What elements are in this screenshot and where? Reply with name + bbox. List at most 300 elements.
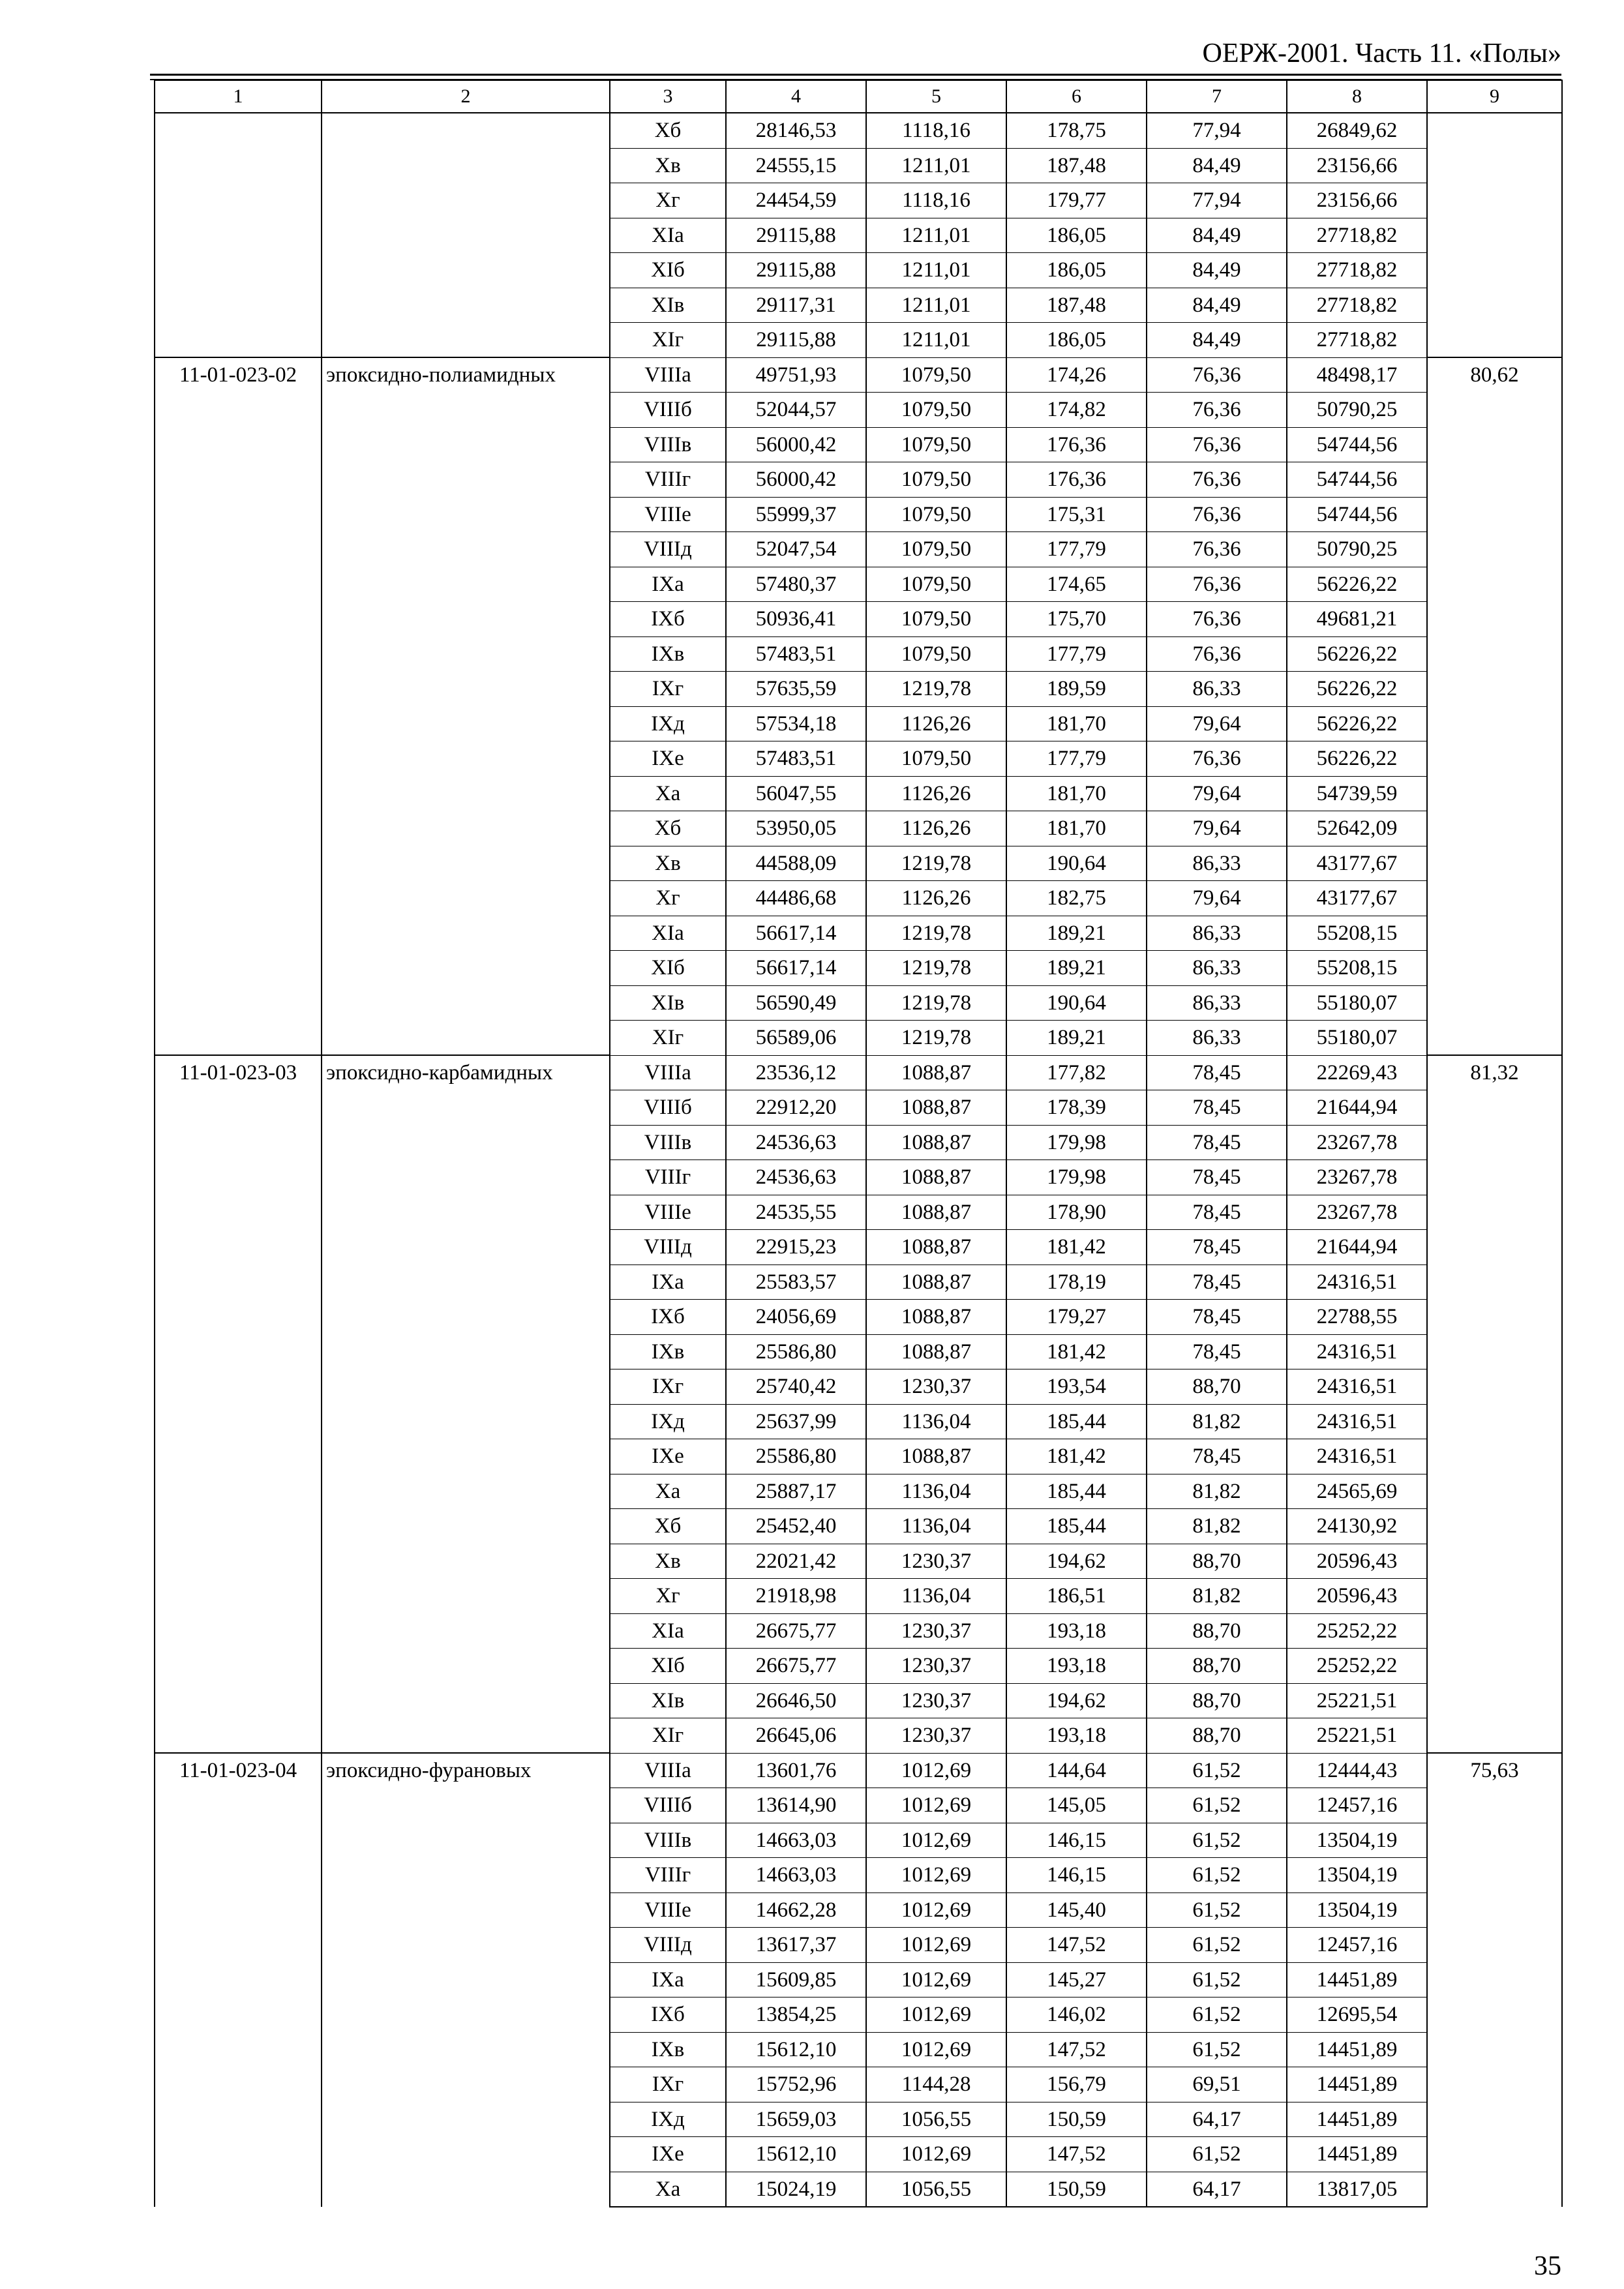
category-cell: XIб	[610, 951, 726, 986]
value-cell-6: 147,52	[1006, 1928, 1147, 1963]
column-number: 2	[322, 80, 610, 113]
document-header: ОЕРЖ-2001. Часть 11. «Полы»	[1202, 38, 1561, 68]
category-cell: VIIIб	[610, 1788, 726, 1823]
category-cell: Xг	[610, 183, 726, 218]
value-cell-5: 1230,37	[866, 1718, 1006, 1754]
value-cell-7: 78,45	[1147, 1090, 1287, 1126]
value-cell-7: 76,36	[1147, 497, 1287, 532]
table-row	[155, 357, 1562, 393]
category-cell: VIIIа	[610, 357, 726, 393]
value-cell-5: 1012,69	[866, 2137, 1006, 2172]
value-cell-7: 84,49	[1147, 253, 1287, 288]
value-cell-7: 88,70	[1147, 1649, 1287, 1684]
value-cell-7: 61,52	[1147, 1928, 1287, 1963]
value-cell-5: 1012,69	[866, 1788, 1006, 1823]
value-cell-4: 57483,51	[726, 741, 866, 777]
rate-code: 11-01-023-03	[155, 1055, 322, 1753]
value-cell-7: 69,51	[1147, 2067, 1287, 2102]
value-cell-4: 15612,10	[726, 2137, 866, 2172]
value-cell-8: 54744,56	[1287, 427, 1427, 462]
value-cell-7: 84,49	[1147, 323, 1287, 358]
value-cell-4: 29115,88	[726, 218, 866, 253]
category-cell: VIIIе	[610, 1195, 726, 1230]
value-cell-4: 28146,53	[726, 113, 866, 148]
value-cell-5: 1012,69	[866, 2032, 1006, 2067]
value-cell-6: 186,05	[1006, 323, 1147, 358]
rate-code: 11-01-023-04	[155, 1753, 322, 2207]
value-cell-7: 78,45	[1147, 1300, 1287, 1335]
value-cell-6: 176,36	[1006, 462, 1147, 498]
category-cell: IXв	[610, 636, 726, 672]
category-cell: IXб	[610, 602, 726, 637]
value-cell-7: 78,45	[1147, 1334, 1287, 1369]
value-cell-4: 57480,37	[726, 567, 866, 602]
rate-code	[155, 113, 322, 357]
value-cell-4: 24555,15	[726, 148, 866, 183]
column-number: 5	[866, 80, 1006, 113]
value-cell-6: 146,15	[1006, 1858, 1147, 1893]
category-cell: IXд	[610, 2102, 726, 2137]
value-cell-4: 25637,99	[726, 1404, 866, 1439]
value-cell-4: 25586,80	[726, 1334, 866, 1369]
value-cell-8: 56226,22	[1287, 567, 1427, 602]
value-cell-7: 79,64	[1147, 706, 1287, 741]
value-cell-6: 177,79	[1006, 636, 1147, 672]
value-cell-8: 52642,09	[1287, 811, 1427, 846]
value-cell-5: 1088,87	[866, 1230, 1006, 1265]
value-cell-5: 1012,69	[866, 1858, 1006, 1893]
category-cell: IXа	[610, 1264, 726, 1300]
value-cell-7: 81,82	[1147, 1474, 1287, 1509]
value-cell-4: 56590,49	[726, 985, 866, 1021]
value-cell-7: 86,33	[1147, 916, 1287, 951]
category-cell: Xб	[610, 811, 726, 846]
value-cell-7: 64,17	[1147, 2102, 1287, 2137]
category-cell: XIб	[610, 1649, 726, 1684]
category-cell: XIб	[610, 253, 726, 288]
category-cell: IXг	[610, 1369, 726, 1405]
value-cell-6: 194,62	[1006, 1544, 1147, 1579]
value-cell-4: 23536,12	[726, 1055, 866, 1090]
value-cell-6: 193,18	[1006, 1613, 1147, 1649]
value-cell-5: 1079,50	[866, 602, 1006, 637]
category-cell: Xб	[610, 113, 726, 148]
category-cell: VIIIв	[610, 427, 726, 462]
value-cell-7: 61,52	[1147, 1893, 1287, 1928]
value-cell-4: 24454,59	[726, 183, 866, 218]
page-number: 35	[1534, 2251, 1561, 2281]
value-cell-4: 53950,05	[726, 811, 866, 846]
category-cell: VIIIб	[610, 1090, 726, 1126]
value-cell-5: 1012,69	[866, 1823, 1006, 1858]
value-cell-6: 190,64	[1006, 846, 1147, 881]
value-cell-8: 14451,89	[1287, 2032, 1427, 2067]
category-cell: IXд	[610, 1404, 726, 1439]
value-cell-7: 61,52	[1147, 1858, 1287, 1893]
value-cell-8: 23156,66	[1287, 183, 1427, 218]
category-cell: IXе	[610, 1439, 726, 1474]
value-cell-5: 1219,78	[866, 1021, 1006, 1056]
work-name: эпоксидно-фурановых	[322, 1753, 610, 2207]
value-cell-8: 14451,89	[1287, 2067, 1427, 2102]
value-cell-5: 1056,55	[866, 2102, 1006, 2137]
value-cell-5: 1211,01	[866, 288, 1006, 323]
value-cell-8: 13504,19	[1287, 1858, 1427, 1893]
value-cell-8: 25221,51	[1287, 1683, 1427, 1718]
value-cell-5: 1219,78	[866, 985, 1006, 1021]
value-cell-8: 49681,21	[1287, 602, 1427, 637]
value-cell-6: 147,52	[1006, 2032, 1147, 2067]
category-cell: VIIIг	[610, 1858, 726, 1893]
value-cell-5: 1230,37	[866, 1544, 1006, 1579]
value-cell-6: 177,79	[1006, 741, 1147, 777]
value-cell-8: 24316,51	[1287, 1264, 1427, 1300]
value-cell-6: 174,65	[1006, 567, 1147, 602]
value-cell-7: 78,45	[1147, 1125, 1287, 1160]
category-cell: Xб	[610, 1509, 726, 1544]
value-cell-6: 147,52	[1006, 2137, 1147, 2172]
category-cell: XIа	[610, 916, 726, 951]
value-cell-6: 179,77	[1006, 183, 1147, 218]
value-cell-7: 61,52	[1147, 1823, 1287, 1858]
value-cell-6: 145,40	[1006, 1893, 1147, 1928]
value-cell-7: 78,45	[1147, 1160, 1287, 1195]
value-cell-6: 185,44	[1006, 1404, 1147, 1439]
column-number: 6	[1006, 80, 1147, 113]
column-number: 4	[726, 80, 866, 113]
value-cell-5: 1079,50	[866, 567, 1006, 602]
value-cell-6: 181,42	[1006, 1334, 1147, 1369]
value-cell-7: 76,36	[1147, 741, 1287, 777]
value-cell-6: 194,62	[1006, 1683, 1147, 1718]
value-cell-7: 88,70	[1147, 1544, 1287, 1579]
column-number: 7	[1147, 80, 1287, 113]
value-cell-8: 54744,56	[1287, 497, 1427, 532]
value-cell-8: 23267,78	[1287, 1160, 1427, 1195]
category-cell: IXг	[610, 672, 726, 707]
value-cell-5: 1126,26	[866, 811, 1006, 846]
value-cell-4: 26675,77	[726, 1613, 866, 1649]
value-cell-6: 181,70	[1006, 811, 1147, 846]
value-cell-4: 56617,14	[726, 916, 866, 951]
value-cell-8: 27718,82	[1287, 288, 1427, 323]
value-cell-7: 86,33	[1147, 951, 1287, 986]
value-cell-5: 1088,87	[866, 1300, 1006, 1335]
value-cell-8: 27718,82	[1287, 323, 1427, 358]
value-cell-4: 15659,03	[726, 2102, 866, 2137]
value-cell-8: 21644,94	[1287, 1090, 1427, 1126]
value-cell-5: 1136,04	[866, 1474, 1006, 1509]
value-cell-8: 24316,51	[1287, 1404, 1427, 1439]
category-cell: IXг	[610, 2067, 726, 2102]
table-row	[155, 1055, 1562, 1090]
value-cell-6: 181,42	[1006, 1439, 1147, 1474]
value-cell-4: 24536,63	[726, 1125, 866, 1160]
value-cell-8: 24565,69	[1287, 1474, 1427, 1509]
value-cell-4: 25586,80	[726, 1439, 866, 1474]
value-cell-5: 1136,04	[866, 1509, 1006, 1544]
value-cell-7: 61,52	[1147, 1962, 1287, 1997]
value-cell-4: 56000,42	[726, 427, 866, 462]
work-name	[322, 113, 610, 357]
value-cell-5: 1230,37	[866, 1369, 1006, 1405]
value-cell-8: 50790,25	[1287, 532, 1427, 567]
value-cell-6: 189,21	[1006, 951, 1147, 986]
value-cell-7: 76,36	[1147, 357, 1287, 393]
value-cell-7: 84,49	[1147, 148, 1287, 183]
value-cell-8: 14451,89	[1287, 2137, 1427, 2172]
value-cell-7: 78,45	[1147, 1230, 1287, 1265]
value-cell-8: 24316,51	[1287, 1439, 1427, 1474]
category-cell: VIIIв	[610, 1823, 726, 1858]
value-cell-7: 88,70	[1147, 1369, 1287, 1405]
value-cell-4: 26675,77	[726, 1649, 866, 1684]
column-9-value: 75,63	[1427, 1753, 1562, 2207]
value-cell-5: 1211,01	[866, 323, 1006, 358]
category-cell: VIIIд	[610, 1928, 726, 1963]
value-cell-5: 1136,04	[866, 1404, 1006, 1439]
value-cell-5: 1079,50	[866, 427, 1006, 462]
table-row	[155, 1753, 1562, 1788]
value-cell-4: 13601,76	[726, 1753, 866, 1788]
value-cell-8: 25221,51	[1287, 1718, 1427, 1754]
value-cell-6: 145,05	[1006, 1788, 1147, 1823]
value-cell-4: 44486,68	[726, 881, 866, 916]
value-cell-8: 22788,55	[1287, 1300, 1427, 1335]
value-cell-8: 12457,16	[1287, 1928, 1427, 1963]
category-cell: IXв	[610, 2032, 726, 2067]
value-cell-7: 79,64	[1147, 811, 1287, 846]
value-cell-5: 1230,37	[866, 1649, 1006, 1684]
category-cell: IXд	[610, 706, 726, 741]
value-cell-7: 61,52	[1147, 1788, 1287, 1823]
category-cell: VIIIг	[610, 1160, 726, 1195]
value-cell-4: 15752,96	[726, 2067, 866, 2102]
value-cell-4: 25583,57	[726, 1264, 866, 1300]
value-cell-7: 81,82	[1147, 1579, 1287, 1614]
value-cell-7: 86,33	[1147, 985, 1287, 1021]
value-cell-4: 24535,55	[726, 1195, 866, 1230]
value-cell-8: 25252,22	[1287, 1613, 1427, 1649]
category-cell: IXб	[610, 1300, 726, 1335]
value-cell-7: 88,70	[1147, 1718, 1287, 1754]
value-cell-6: 150,59	[1006, 2172, 1147, 2207]
value-cell-8: 55180,07	[1287, 1021, 1427, 1056]
value-cell-6: 177,79	[1006, 532, 1147, 567]
value-cell-5: 1118,16	[866, 183, 1006, 218]
value-cell-6: 146,02	[1006, 1997, 1147, 2033]
value-cell-5: 1088,87	[866, 1334, 1006, 1369]
value-cell-7: 84,49	[1147, 288, 1287, 323]
value-cell-4: 56047,55	[726, 776, 866, 811]
value-cell-5: 1136,04	[866, 1579, 1006, 1614]
value-cell-4: 57534,18	[726, 706, 866, 741]
value-cell-7: 64,17	[1147, 2172, 1287, 2207]
value-cell-5: 1230,37	[866, 1683, 1006, 1718]
value-cell-5: 1012,69	[866, 1753, 1006, 1788]
column-9-value: 80,62	[1427, 357, 1562, 1055]
value-cell-8: 23156,66	[1287, 148, 1427, 183]
value-cell-6: 156,79	[1006, 2067, 1147, 2102]
value-cell-5: 1079,50	[866, 636, 1006, 672]
value-cell-4: 50936,41	[726, 602, 866, 637]
value-cell-6: 193,18	[1006, 1649, 1147, 1684]
value-cell-5: 1088,87	[866, 1090, 1006, 1126]
value-cell-8: 20596,43	[1287, 1579, 1427, 1614]
value-cell-4: 44588,09	[726, 846, 866, 881]
value-cell-6: 185,44	[1006, 1509, 1147, 1544]
category-cell: VIIIе	[610, 1893, 726, 1928]
value-cell-6: 185,44	[1006, 1474, 1147, 1509]
value-cell-5: 1079,50	[866, 393, 1006, 428]
value-cell-5: 1230,37	[866, 1613, 1006, 1649]
value-cell-6: 145,27	[1006, 1962, 1147, 1997]
value-cell-7: 77,94	[1147, 113, 1287, 148]
value-cell-8: 23267,78	[1287, 1195, 1427, 1230]
value-cell-5: 1079,50	[866, 741, 1006, 777]
value-cell-7: 86,33	[1147, 672, 1287, 707]
value-cell-7: 86,33	[1147, 1021, 1287, 1056]
value-cell-8: 24130,92	[1287, 1509, 1427, 1544]
value-cell-5: 1012,69	[866, 1893, 1006, 1928]
value-cell-6: 144,64	[1006, 1753, 1147, 1788]
value-cell-8: 55180,07	[1287, 985, 1427, 1021]
value-cell-4: 57483,51	[726, 636, 866, 672]
value-cell-5: 1056,55	[866, 2172, 1006, 2207]
value-cell-8: 50790,25	[1287, 393, 1427, 428]
value-cell-4: 29115,88	[726, 323, 866, 358]
value-cell-4: 14662,28	[726, 1893, 866, 1928]
category-cell: Xа	[610, 2172, 726, 2207]
value-cell-7: 61,52	[1147, 2137, 1287, 2172]
value-cell-8: 48498,17	[1287, 357, 1427, 393]
value-cell-6: 174,82	[1006, 393, 1147, 428]
value-cell-5: 1088,87	[866, 1264, 1006, 1300]
value-cell-8: 43177,67	[1287, 881, 1427, 916]
value-cell-7: 84,49	[1147, 218, 1287, 253]
value-cell-8: 20596,43	[1287, 1544, 1427, 1579]
value-cell-8: 23267,78	[1287, 1125, 1427, 1160]
category-cell: XIг	[610, 323, 726, 358]
value-cell-5: 1079,50	[866, 497, 1006, 532]
value-cell-4: 24056,69	[726, 1300, 866, 1335]
value-cell-5: 1079,50	[866, 357, 1006, 393]
value-cell-5: 1126,26	[866, 881, 1006, 916]
value-cell-4: 13617,37	[726, 1928, 866, 1963]
value-cell-6: 146,15	[1006, 1823, 1147, 1858]
value-cell-7: 86,33	[1147, 846, 1287, 881]
value-cell-7: 78,45	[1147, 1055, 1287, 1090]
value-cell-6: 179,98	[1006, 1125, 1147, 1160]
rate-code: 11-01-023-02	[155, 357, 322, 1055]
value-cell-6: 193,54	[1006, 1369, 1147, 1405]
category-cell: VIIIа	[610, 1753, 726, 1788]
column-number: 1	[155, 80, 322, 113]
value-cell-5: 1211,01	[866, 253, 1006, 288]
category-cell: VIIIд	[610, 1230, 726, 1265]
value-cell-5: 1088,87	[866, 1195, 1006, 1230]
value-cell-4: 15024,19	[726, 2172, 866, 2207]
category-cell: VIIIа	[610, 1055, 726, 1090]
category-cell: VIIIб	[610, 393, 726, 428]
category-cell: VIIIе	[610, 497, 726, 532]
work-name: эпоксидно-полиамидных	[322, 357, 610, 1055]
column-number-row	[155, 80, 1562, 113]
value-cell-5: 1012,69	[866, 1997, 1006, 2033]
value-cell-5: 1219,78	[866, 672, 1006, 707]
value-cell-7: 77,94	[1147, 183, 1287, 218]
value-cell-6: 189,21	[1006, 916, 1147, 951]
column-9-value: 81,32	[1427, 1055, 1562, 1753]
value-cell-4: 25740,42	[726, 1369, 866, 1405]
value-cell-6: 175,31	[1006, 497, 1147, 532]
value-cell-6: 178,39	[1006, 1090, 1147, 1126]
value-cell-4: 25887,17	[726, 1474, 866, 1509]
value-cell-4: 24536,63	[726, 1160, 866, 1195]
value-cell-5: 1211,01	[866, 148, 1006, 183]
value-cell-7: 76,36	[1147, 427, 1287, 462]
value-cell-5: 1012,69	[866, 1928, 1006, 1963]
value-cell-7: 76,36	[1147, 393, 1287, 428]
value-cell-7: 79,64	[1147, 776, 1287, 811]
category-cell: IXб	[610, 1997, 726, 2033]
column-number: 3	[610, 80, 726, 113]
value-cell-6: 186,51	[1006, 1579, 1147, 1614]
value-cell-8: 14451,89	[1287, 1962, 1427, 1997]
value-cell-5: 1144,28	[866, 2067, 1006, 2102]
value-cell-7: 81,82	[1147, 1404, 1287, 1439]
value-cell-6: 187,48	[1006, 288, 1147, 323]
value-cell-5: 1219,78	[866, 951, 1006, 986]
value-cell-6: 189,59	[1006, 672, 1147, 707]
value-cell-6: 181,42	[1006, 1230, 1147, 1265]
value-cell-6: 177,82	[1006, 1055, 1147, 1090]
value-cell-8: 27718,82	[1287, 253, 1427, 288]
category-cell: XIв	[610, 1683, 726, 1718]
value-cell-4: 29115,88	[726, 253, 866, 288]
value-cell-6: 189,21	[1006, 1021, 1147, 1056]
value-cell-8: 24316,51	[1287, 1369, 1427, 1405]
value-cell-5: 1088,87	[866, 1055, 1006, 1090]
value-cell-8: 14451,89	[1287, 2102, 1427, 2137]
value-cell-4: 25452,40	[726, 1509, 866, 1544]
value-cell-6: 175,70	[1006, 602, 1147, 637]
value-cell-8: 24316,51	[1287, 1334, 1427, 1369]
value-cell-7: 81,82	[1147, 1509, 1287, 1544]
value-cell-7: 78,45	[1147, 1264, 1287, 1300]
value-cell-6: 193,18	[1006, 1718, 1147, 1754]
value-cell-8: 12457,16	[1287, 1788, 1427, 1823]
value-cell-8: 12444,43	[1287, 1753, 1427, 1788]
value-cell-5: 1219,78	[866, 916, 1006, 951]
value-cell-5: 1211,01	[866, 218, 1006, 253]
value-cell-7: 76,36	[1147, 567, 1287, 602]
category-cell: IXв	[610, 1334, 726, 1369]
category-cell: VIIIв	[610, 1125, 726, 1160]
header-rule	[150, 74, 1561, 76]
value-cell-5: 1219,78	[866, 846, 1006, 881]
value-cell-4: 13854,25	[726, 1997, 866, 2033]
value-cell-4: 26645,06	[726, 1718, 866, 1754]
value-cell-4: 56617,14	[726, 951, 866, 986]
value-cell-7: 88,70	[1147, 1613, 1287, 1649]
value-cell-7: 88,70	[1147, 1683, 1287, 1718]
value-cell-6: 190,64	[1006, 985, 1147, 1021]
value-cell-4: 22021,42	[726, 1544, 866, 1579]
value-cell-8: 25252,22	[1287, 1649, 1427, 1684]
value-cell-8: 21644,94	[1287, 1230, 1427, 1265]
value-cell-5: 1012,69	[866, 1962, 1006, 1997]
